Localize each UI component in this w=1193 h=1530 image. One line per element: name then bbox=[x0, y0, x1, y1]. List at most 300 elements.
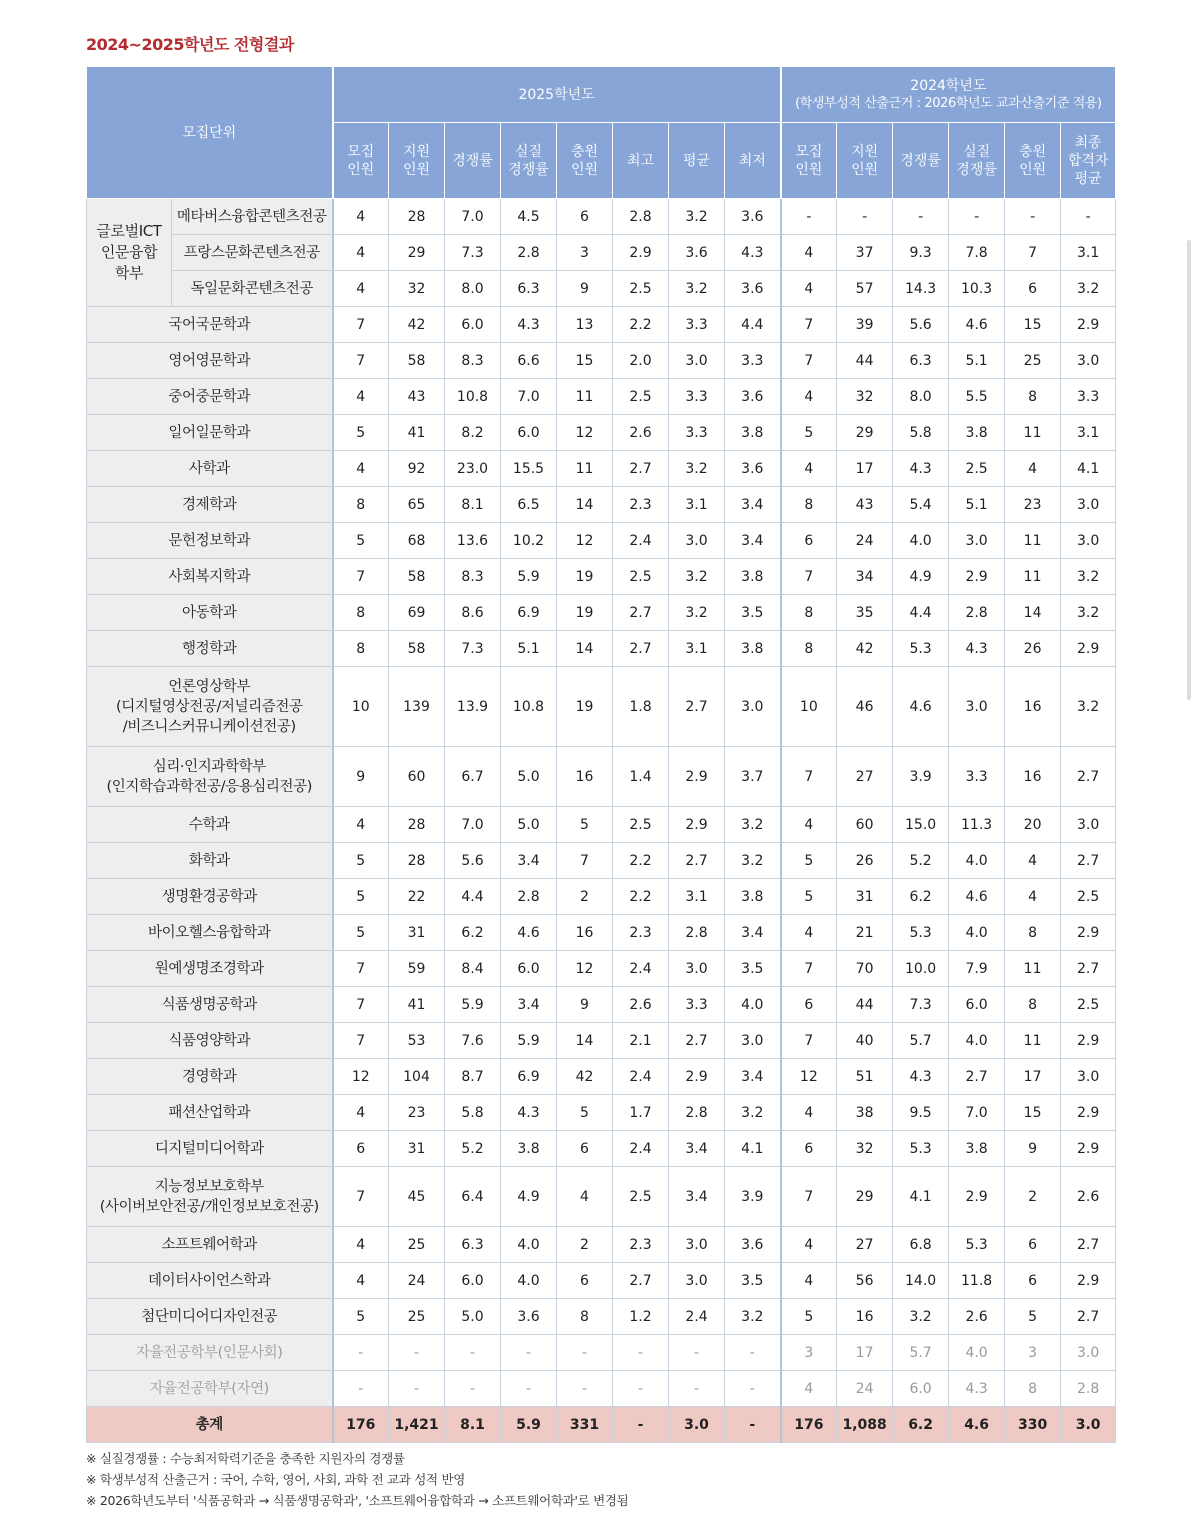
cell-2025: 7.0 bbox=[501, 379, 557, 415]
cell-2024: 37 bbox=[837, 235, 893, 271]
cell-2024: 2.9 bbox=[1061, 307, 1116, 343]
cell-2024: 14.3 bbox=[893, 271, 949, 307]
cell-2025: 2.7 bbox=[669, 843, 725, 879]
cell-2024: 5.6 bbox=[893, 307, 949, 343]
cell-2024: 7.3 bbox=[893, 987, 949, 1023]
cell-2025: 19 bbox=[557, 667, 613, 747]
cell-2024: 34 bbox=[837, 559, 893, 595]
cell-2025: 24 bbox=[389, 1263, 445, 1299]
cell-2024: 7.9 bbox=[949, 951, 1005, 987]
cell-2025: - bbox=[725, 1407, 781, 1443]
cell-2024: 6.0 bbox=[893, 1371, 949, 1407]
cell-2025: 8.3 bbox=[445, 343, 501, 379]
cell-2025: 60 bbox=[389, 747, 445, 807]
cell-2025: 4.0 bbox=[725, 987, 781, 1023]
cell-2025: 42 bbox=[557, 1059, 613, 1095]
cell-2025: 12 bbox=[557, 951, 613, 987]
cell-2025: 92 bbox=[389, 451, 445, 487]
cell-2025: 6.3 bbox=[501, 271, 557, 307]
cell-2025: 7 bbox=[333, 559, 389, 595]
cell-2024: 24 bbox=[837, 523, 893, 559]
cell-2025: 23 bbox=[389, 1095, 445, 1131]
header-col-2025: 경쟁률 bbox=[445, 123, 501, 199]
cell-2024: 7 bbox=[781, 559, 837, 595]
cell-2025: 6.0 bbox=[445, 307, 501, 343]
cell-2024: 2.5 bbox=[949, 451, 1005, 487]
table-row bbox=[87, 1131, 1116, 1167]
cell-2025: 4 bbox=[333, 235, 389, 271]
cell-2025: 5.0 bbox=[445, 1299, 501, 1335]
cell-2025: 3.8 bbox=[725, 415, 781, 451]
cell-2024: 5.8 bbox=[893, 415, 949, 451]
cell-2025: 3.0 bbox=[669, 1407, 725, 1443]
table-row bbox=[87, 1227, 1116, 1263]
unit-name: 경제학과 bbox=[87, 487, 333, 523]
cell-2025: 4 bbox=[333, 199, 389, 235]
unit-name: 자율전공학부(인문사회) bbox=[87, 1335, 333, 1371]
cell-2024: 6.3 bbox=[893, 343, 949, 379]
cell-2024: 15 bbox=[1005, 1095, 1061, 1131]
cell-2024: 2.9 bbox=[1061, 1263, 1116, 1299]
cell-2025: 2.4 bbox=[613, 1059, 669, 1095]
cell-2025: 14 bbox=[557, 631, 613, 667]
cell-2025: 3.4 bbox=[501, 843, 557, 879]
scroll-edge-indicator bbox=[1187, 240, 1191, 700]
cell-2024: 8 bbox=[1005, 915, 1061, 951]
cell-2024: 39 bbox=[837, 307, 893, 343]
cell-2024: 2.8 bbox=[949, 595, 1005, 631]
cell-2025: 31 bbox=[389, 915, 445, 951]
cell-2025: 3.2 bbox=[725, 1095, 781, 1131]
cell-2024: 3.2 bbox=[893, 1299, 949, 1335]
cell-2025: 2.5 bbox=[613, 559, 669, 595]
header-col-2025: 지원 인원 bbox=[389, 123, 445, 199]
cell-2025: 12 bbox=[557, 523, 613, 559]
cell-2024: 6 bbox=[1005, 271, 1061, 307]
cell-2025: 2.1 bbox=[613, 1023, 669, 1059]
cell-2025: 5.9 bbox=[501, 1407, 557, 1443]
cell-2025: 3.8 bbox=[725, 559, 781, 595]
cell-2024: 32 bbox=[837, 379, 893, 415]
cell-2024: 4 bbox=[781, 235, 837, 271]
cell-2024: 4.6 bbox=[893, 667, 949, 747]
cell-2025: 8.4 bbox=[445, 951, 501, 987]
table-body bbox=[87, 199, 1116, 1443]
cell-2025: 2.6 bbox=[613, 415, 669, 451]
cell-2025: 8 bbox=[557, 1299, 613, 1335]
cell-2025: 13 bbox=[557, 307, 613, 343]
table-row bbox=[87, 199, 1116, 235]
table-row bbox=[87, 235, 1116, 271]
table-row bbox=[87, 559, 1116, 595]
cell-2025: 8 bbox=[333, 487, 389, 523]
cell-2024: 4.9 bbox=[893, 559, 949, 595]
header-col-2025: 평균 bbox=[669, 123, 725, 199]
cell-2025: 3.2 bbox=[669, 595, 725, 631]
table-row bbox=[87, 415, 1116, 451]
cell-2025: 8 bbox=[333, 631, 389, 667]
cell-2024: - bbox=[781, 199, 837, 235]
cell-2024: 11 bbox=[1005, 951, 1061, 987]
cell-2025: 2.7 bbox=[669, 667, 725, 747]
cell-2025: 8.1 bbox=[445, 1407, 501, 1443]
cell-2025: 4.3 bbox=[501, 307, 557, 343]
unit-name: 아동학과 bbox=[87, 595, 333, 631]
cell-2025: 4.3 bbox=[725, 235, 781, 271]
cell-2024: 17 bbox=[1005, 1059, 1061, 1095]
cell-2025: 3.9 bbox=[725, 1167, 781, 1227]
cell-2025: 3.4 bbox=[501, 987, 557, 1023]
cell-2024: 5.1 bbox=[949, 343, 1005, 379]
cell-2024: 4.0 bbox=[949, 1335, 1005, 1371]
cell-2025: 4.4 bbox=[725, 307, 781, 343]
table-row bbox=[87, 487, 1116, 523]
cell-2025: 12 bbox=[557, 415, 613, 451]
cell-2025: - bbox=[389, 1371, 445, 1407]
cell-2025: 4 bbox=[333, 807, 389, 843]
cell-2025: 3.2 bbox=[725, 807, 781, 843]
cell-2024: 23 bbox=[1005, 487, 1061, 523]
cell-2025: 7.3 bbox=[445, 631, 501, 667]
table-row bbox=[87, 379, 1116, 415]
cell-2025: 5.9 bbox=[445, 987, 501, 1023]
table-row bbox=[87, 595, 1116, 631]
cell-2025: 2.5 bbox=[613, 807, 669, 843]
cell-2025: 3.2 bbox=[669, 199, 725, 235]
total-row bbox=[87, 1407, 1116, 1443]
cell-2025: 7 bbox=[333, 951, 389, 987]
cell-2025: - bbox=[333, 1371, 389, 1407]
cell-2025: - bbox=[501, 1371, 557, 1407]
cell-2025: 2.5 bbox=[613, 379, 669, 415]
cell-2025: 3.3 bbox=[669, 307, 725, 343]
cell-2025: 1.7 bbox=[613, 1095, 669, 1131]
cell-2024: 2.8 bbox=[1061, 1371, 1116, 1407]
cell-2024: 5.3 bbox=[949, 1227, 1005, 1263]
cell-2025: 5.6 bbox=[445, 843, 501, 879]
cell-2024: 40 bbox=[837, 1023, 893, 1059]
cell-2025: 2 bbox=[557, 879, 613, 915]
total-label: 총계 bbox=[87, 1407, 333, 1443]
cell-2025: 19 bbox=[557, 559, 613, 595]
cell-2025: 19 bbox=[557, 595, 613, 631]
cell-2025: 58 bbox=[389, 343, 445, 379]
footnote: ※ 실질경쟁률 : 수능최저학력기준을 충족한 지원자의 경쟁률 bbox=[86, 1451, 405, 1466]
cell-2025: 3.4 bbox=[725, 1059, 781, 1095]
cell-2025: 2.9 bbox=[669, 1059, 725, 1095]
cell-2024: 5 bbox=[781, 879, 837, 915]
cell-2025: 2.4 bbox=[613, 523, 669, 559]
cell-2025: 6.9 bbox=[501, 595, 557, 631]
cell-2025: 28 bbox=[389, 843, 445, 879]
cell-2025: 3.8 bbox=[725, 879, 781, 915]
cell-2025: 3.6 bbox=[725, 451, 781, 487]
cell-2025: 5.8 bbox=[445, 1095, 501, 1131]
cell-2024: 10 bbox=[781, 667, 837, 747]
cell-2024: 2.6 bbox=[949, 1299, 1005, 1335]
cell-2025: 15 bbox=[557, 343, 613, 379]
table-row bbox=[87, 271, 1116, 307]
cell-2025: 4.9 bbox=[501, 1167, 557, 1227]
cell-2024: 25 bbox=[1005, 343, 1061, 379]
cell-2024: 3.3 bbox=[1061, 379, 1116, 415]
cell-2025: 6.6 bbox=[501, 343, 557, 379]
cell-2025: 4 bbox=[557, 1167, 613, 1227]
cell-2024: 51 bbox=[837, 1059, 893, 1095]
cell-2025: 2.9 bbox=[669, 807, 725, 843]
cell-2025: 8.1 bbox=[445, 487, 501, 523]
cell-2025: 6.0 bbox=[501, 951, 557, 987]
cell-2025: 4.1 bbox=[725, 1131, 781, 1167]
cell-2025: 6.3 bbox=[445, 1227, 501, 1263]
cell-2024: 35 bbox=[837, 595, 893, 631]
table-row bbox=[87, 307, 1116, 343]
unit-name: 국어국문학과 bbox=[87, 307, 333, 343]
unit-name: 프랑스문화콘텐츠전공 bbox=[172, 235, 333, 271]
cell-2025: 3.0 bbox=[669, 951, 725, 987]
cell-2025: 5.1 bbox=[501, 631, 557, 667]
unit-name: 생명환경공학과 bbox=[87, 879, 333, 915]
cell-2025: 3.6 bbox=[725, 379, 781, 415]
cell-2025: 7.0 bbox=[445, 199, 501, 235]
cell-2025: 3.3 bbox=[725, 343, 781, 379]
cell-2025: 4 bbox=[333, 1227, 389, 1263]
cell-2024: 10.3 bbox=[949, 271, 1005, 307]
header-col-2025: 최저 bbox=[725, 123, 781, 199]
cell-2025: 2.5 bbox=[613, 1167, 669, 1227]
cell-2025: 3.8 bbox=[725, 631, 781, 667]
cell-2024: 2.7 bbox=[1061, 747, 1116, 807]
cell-2024: 2.5 bbox=[1061, 987, 1116, 1023]
cell-2025: 3.0 bbox=[725, 1023, 781, 1059]
cell-2024: 2.9 bbox=[1061, 915, 1116, 951]
cell-2025: 6 bbox=[557, 1263, 613, 1299]
cell-2025: 4.5 bbox=[501, 199, 557, 235]
header-col-2025: 실질 경쟁률 bbox=[501, 123, 557, 199]
cell-2024: 27 bbox=[837, 1227, 893, 1263]
cell-2024: 4 bbox=[1005, 451, 1061, 487]
cell-2024: 15.0 bbox=[893, 807, 949, 843]
cell-2025: 2.4 bbox=[669, 1299, 725, 1335]
cell-2025: 3.2 bbox=[669, 559, 725, 595]
cell-2024: 6 bbox=[1005, 1263, 1061, 1299]
table-row bbox=[87, 1335, 1116, 1371]
cell-2024: 4.3 bbox=[893, 1059, 949, 1095]
cell-2025: 25 bbox=[389, 1227, 445, 1263]
cell-2024: 4.6 bbox=[949, 879, 1005, 915]
cell-2025: 5 bbox=[333, 915, 389, 951]
cell-2025: 3 bbox=[557, 235, 613, 271]
cell-2024: 5 bbox=[781, 843, 837, 879]
table-row bbox=[87, 1371, 1116, 1407]
cell-2024: 4.4 bbox=[893, 595, 949, 631]
cell-2025: 2.7 bbox=[613, 451, 669, 487]
unit-name: 자율전공학부(자연) bbox=[87, 1371, 333, 1407]
cell-2025: 7.0 bbox=[445, 807, 501, 843]
cell-2024: 4.6 bbox=[949, 307, 1005, 343]
cell-2025: 3.3 bbox=[669, 987, 725, 1023]
cell-2024: 4.0 bbox=[949, 915, 1005, 951]
cell-2025: 68 bbox=[389, 523, 445, 559]
cell-2024: 3.8 bbox=[949, 1131, 1005, 1167]
unit-name: 사학과 bbox=[87, 451, 333, 487]
cell-2024: 2.9 bbox=[949, 1167, 1005, 1227]
cell-2025: 8.2 bbox=[445, 415, 501, 451]
cell-2025: 5.0 bbox=[501, 747, 557, 807]
cell-2025: 6 bbox=[333, 1131, 389, 1167]
cell-2025: - bbox=[669, 1335, 725, 1371]
cell-2025: - bbox=[613, 1371, 669, 1407]
cell-2025: 2.8 bbox=[669, 1095, 725, 1131]
cell-2025: 28 bbox=[389, 807, 445, 843]
cell-2025: 2.8 bbox=[613, 199, 669, 235]
cell-2024: 5.7 bbox=[893, 1335, 949, 1371]
cell-2024: 330 bbox=[1005, 1407, 1061, 1443]
cell-2025: 3.0 bbox=[725, 667, 781, 747]
cell-2025: 9 bbox=[557, 987, 613, 1023]
cell-2025: 14 bbox=[557, 1023, 613, 1059]
cell-2025: 4.4 bbox=[445, 879, 501, 915]
cell-2024: 4 bbox=[781, 379, 837, 415]
cell-2024: 4.0 bbox=[949, 843, 1005, 879]
cell-2025: 16 bbox=[557, 915, 613, 951]
cell-2025: 15.5 bbox=[501, 451, 557, 487]
table-row bbox=[87, 747, 1116, 807]
cell-2025: 2.2 bbox=[613, 843, 669, 879]
cell-2025: 4 bbox=[333, 379, 389, 415]
cell-2025: 3.1 bbox=[669, 631, 725, 667]
cell-2025: 3.2 bbox=[725, 843, 781, 879]
cell-2025: 3.7 bbox=[725, 747, 781, 807]
cell-2025: - bbox=[333, 1335, 389, 1371]
cell-2024: 11 bbox=[1005, 523, 1061, 559]
cell-2025: 2.3 bbox=[613, 1227, 669, 1263]
unit-name: 패션산업학과 bbox=[87, 1095, 333, 1131]
cell-2025: 10.2 bbox=[501, 523, 557, 559]
cell-2024: 14.0 bbox=[893, 1263, 949, 1299]
table-row bbox=[87, 343, 1116, 379]
cell-2025: 5 bbox=[333, 1299, 389, 1335]
cell-2024: 3.0 bbox=[1061, 523, 1116, 559]
cell-2025: 6.2 bbox=[445, 915, 501, 951]
cell-2024: 4 bbox=[781, 451, 837, 487]
header-col-2024: 실질 경쟁률 bbox=[949, 123, 1005, 199]
cell-2024: 2.7 bbox=[1061, 1227, 1116, 1263]
cell-2024: 29 bbox=[837, 415, 893, 451]
cell-2025: 2.8 bbox=[501, 235, 557, 271]
cell-2025: 7.6 bbox=[445, 1023, 501, 1059]
cell-2025: 58 bbox=[389, 631, 445, 667]
cell-2024: 4 bbox=[781, 915, 837, 951]
cell-2024: 17 bbox=[837, 1335, 893, 1371]
cell-2024: 8 bbox=[781, 631, 837, 667]
cell-2025: - bbox=[389, 1335, 445, 1371]
cell-2024: 3.0 bbox=[1061, 487, 1116, 523]
cell-2025: 7.3 bbox=[445, 235, 501, 271]
cell-2025: 12 bbox=[333, 1059, 389, 1095]
cell-2024: 4 bbox=[781, 807, 837, 843]
table-row bbox=[87, 667, 1116, 747]
cell-2025: 2.8 bbox=[669, 915, 725, 951]
cell-2025: 331 bbox=[557, 1407, 613, 1443]
cell-2024: 6 bbox=[781, 523, 837, 559]
unit-name: 디지털미디어학과 bbox=[87, 1131, 333, 1167]
cell-2025: 13.6 bbox=[445, 523, 501, 559]
header-year-2024-title: 2024학년도 bbox=[910, 77, 987, 94]
cell-2024: 3 bbox=[781, 1335, 837, 1371]
cell-2024: 10.0 bbox=[893, 951, 949, 987]
cell-2025: - bbox=[557, 1335, 613, 1371]
header-col-2024: 경쟁률 bbox=[893, 123, 949, 199]
cell-2025: 139 bbox=[389, 667, 445, 747]
cell-2025: 2.3 bbox=[613, 487, 669, 523]
cell-2025: 6.5 bbox=[501, 487, 557, 523]
cell-2025: 3.4 bbox=[725, 487, 781, 523]
cell-2025: 2.9 bbox=[613, 235, 669, 271]
cell-2024: 2.5 bbox=[1061, 879, 1116, 915]
cell-2024: 7 bbox=[781, 1023, 837, 1059]
cell-2024: 5.7 bbox=[893, 1023, 949, 1059]
cell-2024: 4 bbox=[781, 1371, 837, 1407]
cell-2024: 176 bbox=[781, 1407, 837, 1443]
cell-2024: 26 bbox=[1005, 631, 1061, 667]
header-col-2025: 최고 bbox=[613, 123, 669, 199]
cell-2024: 16 bbox=[1005, 667, 1061, 747]
cell-2024: 3.0 bbox=[949, 523, 1005, 559]
unit-name: 중어중문학과 bbox=[87, 379, 333, 415]
cell-2024: 4 bbox=[1005, 879, 1061, 915]
cell-2025: 176 bbox=[333, 1407, 389, 1443]
cell-2024: 16 bbox=[837, 1299, 893, 1335]
cell-2024: 3.2 bbox=[1061, 667, 1116, 747]
cell-2024: 2.7 bbox=[1061, 843, 1116, 879]
unit-name: 식품생명공학과 bbox=[87, 987, 333, 1023]
table-row bbox=[87, 1167, 1116, 1227]
cell-2025: 7 bbox=[333, 1023, 389, 1059]
cell-2025: 3.4 bbox=[725, 915, 781, 951]
cell-2024: 3 bbox=[1005, 1335, 1061, 1371]
cell-2025: 58 bbox=[389, 559, 445, 595]
cell-2024: 3.0 bbox=[1061, 1059, 1116, 1095]
cell-2024: 5.3 bbox=[893, 631, 949, 667]
unit-name: 데이터사이언스학과 bbox=[87, 1263, 333, 1299]
cell-2025: 104 bbox=[389, 1059, 445, 1095]
cell-2025: 3.4 bbox=[669, 1131, 725, 1167]
cell-2025: 23.0 bbox=[445, 451, 501, 487]
cell-2024: 2.9 bbox=[1061, 1131, 1116, 1167]
cell-2024: 5.5 bbox=[949, 379, 1005, 415]
cell-2024: 16 bbox=[1005, 747, 1061, 807]
cell-2025: 8.7 bbox=[445, 1059, 501, 1095]
table-row bbox=[87, 451, 1116, 487]
cell-2025: 5 bbox=[333, 523, 389, 559]
cell-2025: 2.4 bbox=[613, 951, 669, 987]
cell-2024: 3.3 bbox=[949, 747, 1005, 807]
cell-2025: 65 bbox=[389, 487, 445, 523]
unit-name: 독일문화콘텐츠전공 bbox=[172, 271, 333, 307]
cell-2025: 3.0 bbox=[669, 343, 725, 379]
cell-2025: 6 bbox=[557, 1131, 613, 1167]
header-col-2025: 충원 인원 bbox=[557, 123, 613, 199]
cell-2025: 29 bbox=[389, 235, 445, 271]
cell-2024: 2.7 bbox=[949, 1059, 1005, 1095]
cell-2024: 2.9 bbox=[1061, 1095, 1116, 1131]
cell-2025: 8 bbox=[333, 595, 389, 631]
table-header bbox=[87, 67, 1116, 199]
cell-2025: 7 bbox=[333, 343, 389, 379]
cell-2024: 38 bbox=[837, 1095, 893, 1131]
cell-2025: - bbox=[501, 1335, 557, 1371]
